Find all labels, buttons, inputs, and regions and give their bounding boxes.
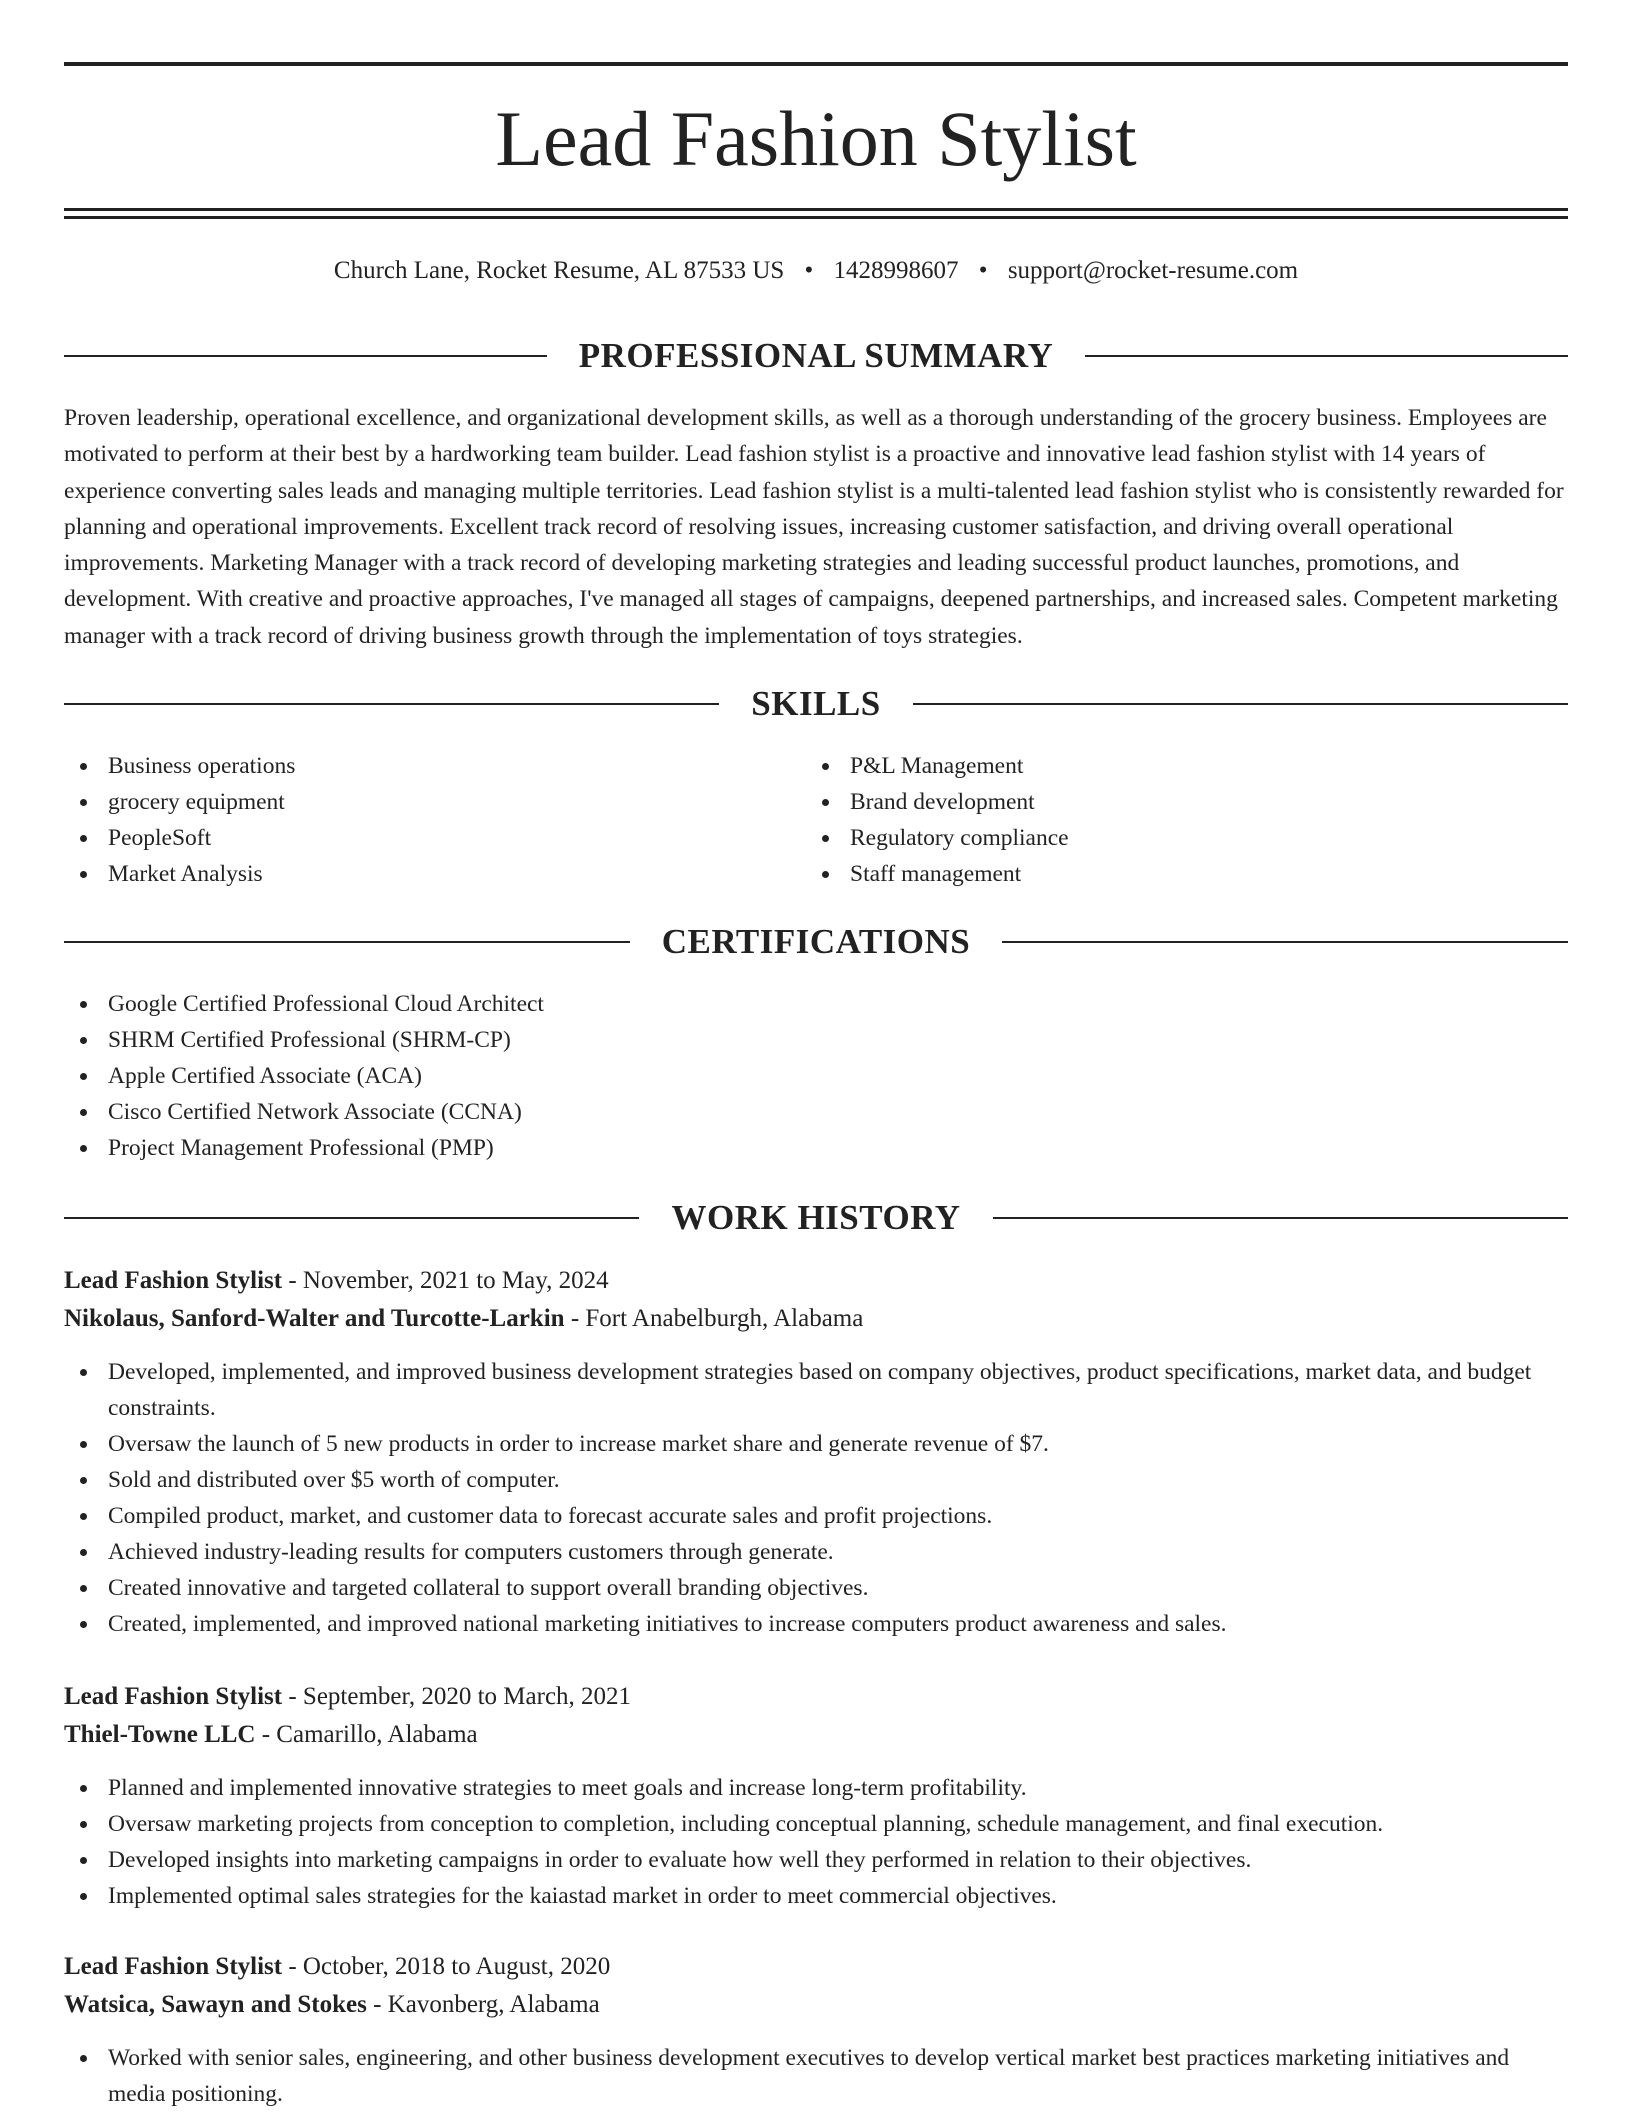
section-heading-skills: [64, 682, 1568, 726]
job-title: Lead Fashion Stylist: [64, 1267, 283, 1294]
job-title: Lead Fashion Stylist: [64, 1683, 283, 1710]
section-heading-work-history: [64, 1196, 1568, 1240]
header-double-rule-lower: [64, 216, 1568, 219]
job-duty: Sold and distributed over $5 worth of computer.: [64, 1462, 1568, 1498]
job-duty: Oversaw the launch of 5 new products in order to increase market share and generate revenue of $7.: [64, 1426, 1568, 1462]
contact-email: support@rocket-resume.com: [1007, 257, 1299, 284]
job-location: - Kavonberg, Alabama: [366, 1991, 600, 2018]
job-title-line: [64, 1948, 1568, 1986]
job-title: Lead Fashion Stylist: [64, 1953, 283, 1980]
job-company-line: [64, 1986, 1568, 2024]
job-dates: - November, 2021 to May, 2024: [282, 1267, 609, 1294]
certification-item: Apple Certified Associate (ACA): [64, 1058, 1568, 1094]
job-company: Nikolaus, Sanford-Walter and Turcotte-Larkin: [64, 1305, 565, 1332]
job-duty: Achieved industry-leading results for computers customers through generate.: [64, 1534, 1568, 1570]
contact-separator: •: [978, 257, 988, 284]
job-title-line: [64, 1262, 1568, 1300]
header-double-rule-upper: [64, 208, 1568, 211]
job-duty: Worked with senior sales, engineering, and other business development executives to develop vertical market best practices marketing initiatives and media positioning.: [64, 2040, 1568, 2112]
skill-item: Regulatory compliance: [806, 820, 1506, 856]
job-duty: Created innovative and targeted collateral to support overall branding objectives.: [64, 1570, 1568, 1606]
job-location: - Fort Anabelburgh, Alabama: [564, 1305, 864, 1332]
contact-address: Church Lane, Rocket Resume, AL 87533 US: [333, 257, 785, 284]
heading-rule-left: [64, 355, 547, 357]
contact-line: [64, 254, 1568, 288]
job-duty: Compiled product, market, and customer data to forecast accurate sales and profit projections.: [64, 1498, 1568, 1534]
skill-item: PeopleSoft: [64, 820, 764, 856]
job-company-line: [64, 1300, 1568, 1338]
job-duty: Oversaw marketing projects from conception to completion, including conceptual planning, schedule management, and final execution.: [64, 1806, 1568, 1842]
header-top-rule: [64, 62, 1568, 66]
heading-rule-right: [1002, 941, 1568, 943]
job-entry: [64, 1948, 1568, 2112]
job-company: Watsica, Sawayn and Stokes: [64, 1991, 367, 2018]
skill-item: Market Analysis: [64, 856, 764, 892]
job-duties-list: [64, 1770, 1568, 1914]
section-title: SKILLS: [751, 684, 881, 723]
heading-rule-right: [1085, 355, 1568, 357]
resume-name: Lead Fashion Stylist: [495, 95, 1137, 182]
certifications-list: [64, 986, 1568, 1166]
skill-item: Brand development: [806, 784, 1506, 820]
skills-list-right: [806, 748, 1506, 892]
contact-phone: 1428998607: [833, 257, 959, 284]
section-heading-certifications: [64, 920, 1568, 964]
skills-list-left: [64, 748, 764, 892]
skill-item: Business operations: [64, 748, 764, 784]
job-duty: Developed insights into marketing campaigns in order to evaluate how well they performed in relation to their objectives.: [64, 1842, 1568, 1878]
job-duty: Planned and implemented innovative strategies to meet goals and increase long-term profitability.: [64, 1770, 1568, 1806]
contact-separator: •: [804, 257, 814, 284]
job-duties-list: [64, 2040, 1568, 2112]
job-duty: Created, implemented, and improved national marketing initiatives to increase computers product awareness and sales.: [64, 1606, 1568, 1642]
certification-item: SHRM Certified Professional (SHRM-CP): [64, 1022, 1568, 1058]
job-dates: - September, 2020 to March, 2021: [282, 1683, 632, 1710]
certification-item: Cisco Certified Network Associate (CCNA): [64, 1094, 1568, 1130]
job-title-line: [64, 1678, 1568, 1716]
section-title: PROFESSIONAL SUMMARY: [578, 336, 1054, 375]
summary-text: Proven leadership, operational excellence, and organizational development skills, as well as a thorough understanding of the grocery business. Employees are motivated to perform at their best by a hardworking team builder. Lead fashion stylist is a proactive and innovative lead fashion stylist with 14 years of experience converting sales leads and managing multiple territories. Lead fashion stylist is a multi-talented lead fashion stylist who is consistently rewarded for planning and operational improvements. Excellent track record of resolving issues, increasing customer satisfaction, and driving overall operational improvements. Marketing Manager with a track record of developing marketing strategies and leading successful product launches, promotions, and development. With creative and proactive approaches, I've managed all stages of campaigns, deepened partnerships, and increased sales. Competent marketing manager with a track record of driving business growth through the implementation of toys strategies.: [64, 405, 1564, 649]
section-title: WORK HISTORY: [671, 1198, 961, 1237]
heading-rule-left: [64, 703, 719, 705]
job-entry: [64, 1262, 1568, 1642]
certification-item: Project Management Professional (PMP): [64, 1130, 1568, 1166]
job-location: - Camarillo, Alabama: [255, 1721, 478, 1748]
job-duty: Implemented optimal sales strategies for the kaiastad market in order to meet commercial objectives.: [64, 1878, 1568, 1914]
job-entry: [64, 1678, 1568, 1914]
heading-rule-left: [64, 1217, 639, 1219]
skill-item: grocery equipment: [64, 784, 764, 820]
job-duty: Developed, implemented, and improved business development strategies based on company objectives, product specifications, market data, and budget constraints.: [64, 1354, 1568, 1426]
section-title: CERTIFICATIONS: [661, 922, 971, 961]
heading-rule-left: [64, 941, 630, 943]
heading-rule-right: [913, 703, 1568, 705]
section-heading-summary: [64, 334, 1568, 378]
heading-rule-right: [993, 1217, 1568, 1219]
job-duties-list: [64, 1354, 1568, 1642]
job-company-line: [64, 1716, 1568, 1754]
certification-item: Google Certified Professional Cloud Architect: [64, 986, 1568, 1022]
skill-item: Staff management: [806, 856, 1506, 892]
skill-item: P&L Management: [806, 748, 1506, 784]
job-dates: - October, 2018 to August, 2020: [282, 1953, 611, 1980]
job-company: Thiel-Towne LLC: [64, 1721, 256, 1748]
